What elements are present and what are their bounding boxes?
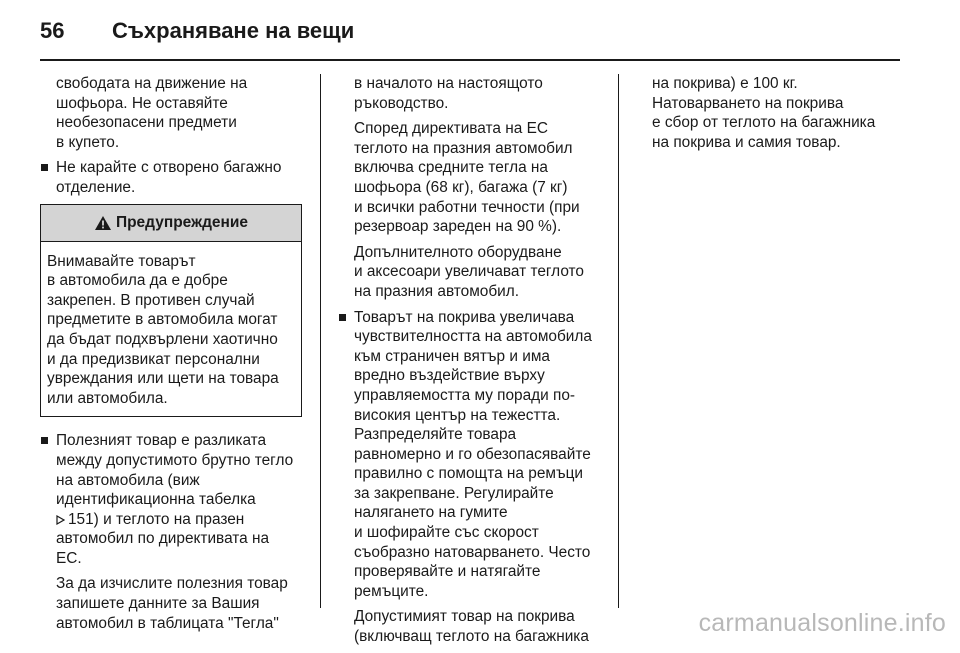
column-divider <box>618 74 619 608</box>
bullet-item: Полезният товар е разликата между допустимото брутно тегло на автомобила (виж идентификационна табелка 151) и теглото на празен автомобил по директивата на ЕС. <box>40 431 302 568</box>
column-3 <box>636 74 900 158</box>
warning-header <box>41 205 301 242</box>
bullet-item: Товарът на покрива увеличава чувствителността на автомобила към страничен вятър и има вредно въздействие върху управляемостта му поради по- високия център на тежестта. Разпределяйте товара равномерно и го обезопасявайте правилно с помощта на ремъци за закрепване. Регулирайте налягането на гумите и шофирайте със скорост съобразно натоварването. Често проверявайте и натягайте ремъците. <box>338 308 606 602</box>
warning-title: Предупреждение <box>115 213 249 231</box>
warning-triangle-icon <box>94 215 112 231</box>
warning-text: Внимавайте товарът в автомобила да е добре закрепен. В противен случай предметите в автомобила могат да бъдат подхвърлени хаотично и да предизвикат персонални увреждания или щети на товара или автомобила. <box>47 252 279 407</box>
bullet-item: Не карайте с отворено багажно отделение. <box>40 158 302 197</box>
paragraph: Допълнителното оборудване и аксесоари увеличават теглото на празния автомобил. <box>354 243 584 300</box>
paragraph: Според директивата на ЕС теглото на празния автомобил включва средните тегла на шофьора (68 кг), багажа (7 кг) и всички работни течности (при резервоар зареден на 90 %). <box>354 120 580 236</box>
bullet-square-icon <box>41 164 48 171</box>
column-divider <box>320 74 321 608</box>
page-title: Съхраняване на вещи <box>112 18 355 43</box>
watermark: carmanualsonline.info <box>698 609 946 637</box>
header-rule <box>40 59 900 61</box>
page-reference-arrow-icon <box>56 515 65 525</box>
column-2 <box>338 74 606 653</box>
page-header <box>40 18 354 58</box>
paragraph: Натоварването на покрива е сбор от теглото на багажника на покрива и самия товар. <box>652 94 876 151</box>
bullet-square-icon <box>339 314 346 321</box>
bullet-square-icon <box>41 437 48 444</box>
paragraph: Допустимият товар на покрива (включващ теглото на багажника <box>354 608 589 646</box>
paragraph: в началото на настоящото ръководство. <box>354 75 543 112</box>
paragraph: на покрива) е 100 кг. <box>652 75 798 92</box>
paragraph: свободата на движение на шофьора. Не оставяйте необезопасени предмети в купето. <box>56 75 248 151</box>
column-1 <box>40 74 302 639</box>
paragraph: За да изчислите полезния товар запишете данните за Вашия автомобил в таблицата "Тегла" <box>56 575 288 632</box>
page-number: 56 <box>40 18 65 43</box>
warning-box <box>40 204 302 418</box>
page-reference[interactable]: 151) и теглото на празен <box>68 510 245 528</box>
